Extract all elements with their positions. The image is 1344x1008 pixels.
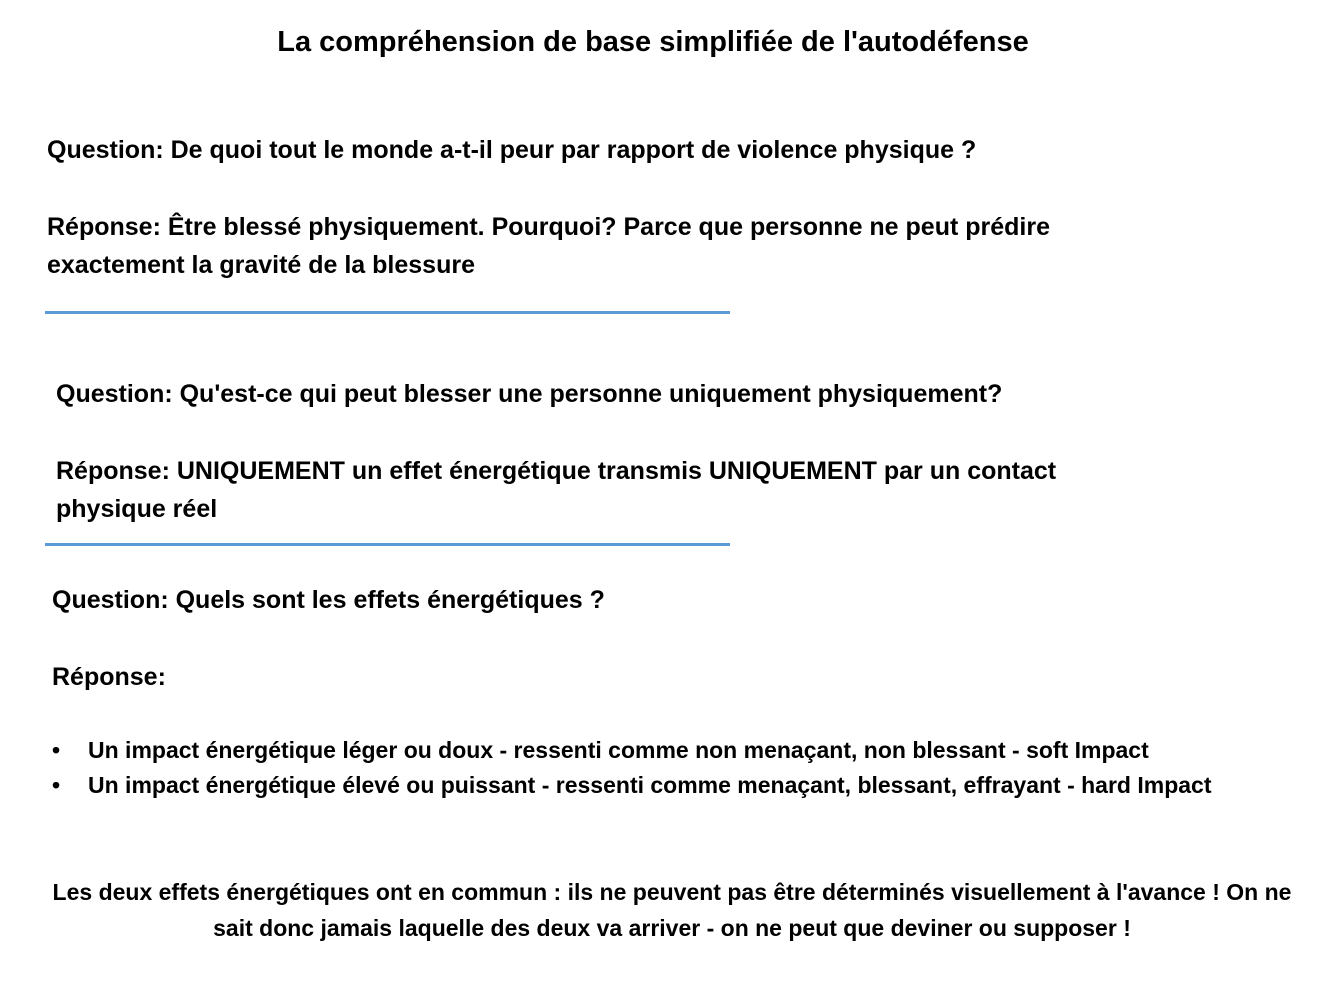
- question-3: Question: Quels sont les effets énergétiques ?: [52, 586, 605, 614]
- question-2: Question: Qu'est-ce qui peut blesser une personne uniquement physiquement?: [56, 380, 1003, 408]
- answer-1-line-2: exactement la gravité de la blessure: [47, 251, 475, 279]
- answer-1-line-1: Réponse: Être blessé physiquement. Pourquoi? Parce que personne ne peut prédire: [47, 213, 1051, 241]
- question-1: Question: De quoi tout le monde a-t-il peur par rapport de violence physique ?: [47, 136, 977, 164]
- section-divider-1: [45, 311, 730, 314]
- bullet-dot-icon: •: [52, 772, 61, 798]
- conclusion-text: Les deux effets énergétiques ont en commun : ils ne peuvent pas être déterminés visuellement à l'avance ! On ne sait donc jamais laquelle des deux va arriver - on ne peut que deviner ou supposer !: [52, 879, 1292, 941]
- energy-effects-list: [52, 733, 1312, 803]
- page-title: La compréhension de base simplifiée de l'autodéfense: [277, 26, 1029, 58]
- list-item: [52, 768, 1312, 803]
- answer-2-line-2: physique réel: [56, 495, 218, 523]
- list-item-text: Un impact énergétique léger ou doux - ressenti comme non menaçant, non blessant - soft Impact: [88, 737, 1149, 763]
- list-item-text: Un impact énergétique élevé ou puissant - ressenti comme menaçant, blessant, effrayant - hard Impact: [88, 772, 1212, 798]
- section-divider-2: [45, 543, 730, 546]
- answer-2-line-1: Réponse: UNIQUEMENT un effet énergétique transmis UNIQUEMENT par un contact: [56, 457, 1057, 485]
- bullet-dot-icon: •: [52, 737, 61, 763]
- answer-3-label: Réponse:: [52, 663, 166, 691]
- list-item: [52, 733, 1312, 768]
